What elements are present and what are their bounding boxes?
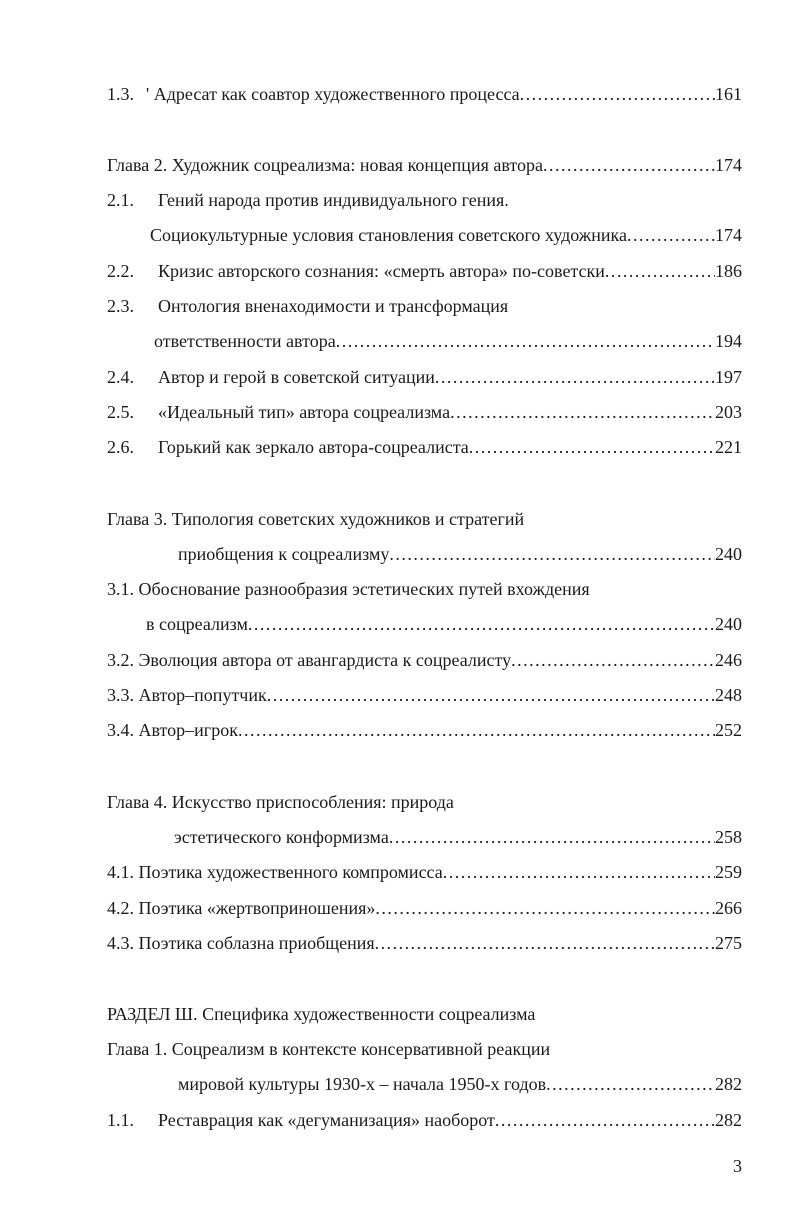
toc-entry-number: 1.1. xyxy=(107,1110,134,1130)
toc-entry-title: Онтология вненаходимости и трансформация xyxy=(158,296,509,316)
toc-entry-leader-row xyxy=(158,1109,742,1131)
toc-entry-3-4 xyxy=(0,719,794,741)
toc-entry-leader-row xyxy=(146,83,742,105)
toc-entry-2-5 xyxy=(0,401,794,423)
toc-section-title: РАЗДЕЛ Ш. Специфика художественности соцреализма xyxy=(107,1004,536,1024)
toc-entry-title: «Идеальный тип» автора соцреализма xyxy=(158,402,451,422)
toc-entry-4-2 xyxy=(0,897,794,919)
toc-entry-leader-row xyxy=(154,330,742,352)
toc-entry-leader-row xyxy=(158,260,742,282)
dot-leader xyxy=(443,861,715,883)
toc-entry-leader-row xyxy=(174,826,742,848)
toc-entry-page: 282 xyxy=(715,1074,742,1094)
toc-entry-title: Кризис авторского сознания: «смерть автора» по-советски xyxy=(158,261,605,281)
toc-chapter-1-cont xyxy=(0,1073,794,1095)
toc-entry-1-1 xyxy=(0,1109,794,1131)
toc-chapter-3-cont xyxy=(0,543,794,565)
dot-leader xyxy=(375,897,715,919)
toc-entry-leader-row xyxy=(158,366,742,388)
toc-entry-page: 161 xyxy=(715,84,742,104)
toc-entry-page: 266 xyxy=(715,898,742,918)
toc-entry-page: 174 xyxy=(715,155,742,175)
toc-entry-leader-row xyxy=(107,897,742,919)
toc-entry-title: 4.2. Поэтика «жертвоприношения» xyxy=(107,898,376,918)
dot-leader xyxy=(336,330,715,352)
toc-entry-title: ' Адресат как соавтор художественного процесса xyxy=(146,84,520,104)
toc-entry-page: 240 xyxy=(715,614,742,634)
toc-entry-page: 174 xyxy=(715,225,742,245)
toc-entry-page: 203 xyxy=(715,402,742,422)
toc-entry-2-6 xyxy=(0,436,794,458)
dot-leader xyxy=(267,684,715,706)
toc-entry-title: 3.4. Автор–игрок xyxy=(107,720,238,740)
toc-entry-leader-row xyxy=(158,401,742,423)
dot-leader xyxy=(520,83,715,105)
toc-entry-title-cont: эстетического конформизма xyxy=(174,827,389,847)
toc-entry-number: 2.2. xyxy=(107,261,134,281)
dot-leader xyxy=(248,613,715,635)
toc-entry-leader-row xyxy=(158,436,742,458)
toc-chapter-title: Глава 3. Типология советских художников и стратегий xyxy=(107,509,525,529)
toc-entry-number: 2.1. xyxy=(107,190,134,210)
toc-entry-2-1 xyxy=(0,189,794,211)
toc-entry-title-cont: приобщения к соцреализму xyxy=(178,544,390,564)
toc-chapter-2 xyxy=(0,154,794,176)
toc-entry-number: 1.3. xyxy=(107,84,134,104)
toc-entry-leader-row xyxy=(178,1073,742,1095)
toc-section-3 xyxy=(0,1003,794,1025)
dot-leader xyxy=(543,154,715,176)
toc-entry-leader-row xyxy=(107,861,742,883)
toc-chapter-title: Глава 2. Художник соцреализма: новая концепция автора xyxy=(107,155,544,175)
toc-entry-2-2 xyxy=(0,260,794,282)
toc-entry-title: Автор и герой в советской ситуации xyxy=(158,367,435,387)
toc-entry-title-cont: в соцреализм xyxy=(146,614,248,634)
toc-entry-3-1-cont xyxy=(0,613,794,635)
toc-entry-title: 3.3. Автор–попутчик xyxy=(107,685,267,705)
toc-entry-1-3 xyxy=(0,83,794,105)
toc-entry-page: 197 xyxy=(715,367,742,387)
toc-entry-leader-row xyxy=(107,932,742,954)
toc-entry-leader-row xyxy=(178,543,742,565)
toc-entry-title-cont: ответственности автора xyxy=(154,331,336,351)
toc-entry-title: Реставрация как «дегуманизация» наоборот xyxy=(158,1110,495,1130)
dot-leader xyxy=(546,1073,715,1095)
toc-chapter-title: Глава 4. Искусство приспособления: природа xyxy=(107,792,454,812)
toc-chapter-title: Глава 1. Соцреализм в контексте консервативной реакции xyxy=(107,1039,551,1059)
toc-entry-title-cont: мировой культуры 1930-х – начала 1950-х годов xyxy=(178,1074,547,1094)
toc-entry-page: 246 xyxy=(715,650,742,670)
toc-entry-page: 252 xyxy=(715,720,742,740)
toc-entry-page: 282 xyxy=(715,1110,742,1130)
dot-leader xyxy=(605,260,715,282)
toc-entry-title: Гений народа против индивидуального гения. xyxy=(158,190,509,210)
toc-entry-2-3 xyxy=(0,295,794,317)
toc-entry-number: 2.3. xyxy=(107,296,134,316)
toc-entry-title-cont: Социокультурные условия становления советского художника xyxy=(150,225,627,245)
dot-leader xyxy=(389,826,715,848)
dot-leader xyxy=(511,649,715,671)
dot-leader xyxy=(495,1109,715,1131)
toc-entry-page: 186 xyxy=(715,261,742,281)
toc-entry-title: 4.1. Поэтика художественного компромисса xyxy=(107,862,443,882)
page-number: 3 xyxy=(733,1156,742,1176)
toc-entry-page: 248 xyxy=(715,685,742,705)
toc-entry-4-3 xyxy=(0,932,794,954)
toc-entry-page: 221 xyxy=(715,437,742,457)
toc-entry-leader-row xyxy=(146,613,742,635)
toc-chapter-1 xyxy=(0,1038,794,1060)
toc-entry-title: 4.3. Поэтика соблазна приобщения xyxy=(107,933,375,953)
dot-leader xyxy=(450,401,715,423)
toc-entry-page: 194 xyxy=(715,331,742,351)
dot-leader xyxy=(238,719,715,741)
toc-entry-page: 258 xyxy=(715,827,742,847)
dot-leader xyxy=(375,932,715,954)
toc-entry-3-3 xyxy=(0,684,794,706)
dot-leader xyxy=(435,366,715,388)
dot-leader xyxy=(469,436,715,458)
toc-chapter-4-cont xyxy=(0,826,794,848)
dot-leader xyxy=(389,543,715,565)
toc-entry-leader-row xyxy=(107,719,742,741)
toc-entry-number: 2.6. xyxy=(107,437,134,457)
toc-entry-3-1 xyxy=(0,578,794,600)
toc-entry-title: 3.2. Эволюция автора от авангардиста к соцреалисту xyxy=(107,650,512,670)
toc-entry-2-3-cont xyxy=(0,330,794,352)
toc-entry-4-1 xyxy=(0,861,794,883)
toc-entry-title: Горький как зеркало автора-соцреалиста xyxy=(158,437,469,457)
dot-leader xyxy=(627,224,715,246)
toc-entry-leader-row xyxy=(107,649,742,671)
toc-entry-number: 2.4. xyxy=(107,367,134,387)
toc-entry-leader-row xyxy=(107,154,742,176)
toc-entry-leader-row xyxy=(150,224,742,246)
toc-entry-2-1-cont xyxy=(0,224,794,246)
toc-chapter-4 xyxy=(0,791,794,813)
toc-entry-title: 3.1. Обоснование разнообразия эстетических путей вхождения xyxy=(107,579,590,599)
toc-entry-number: 2.5. xyxy=(107,402,134,422)
toc-entry-page: 275 xyxy=(715,933,742,953)
toc-entry-3-2 xyxy=(0,649,794,671)
toc-chapter-3 xyxy=(0,508,794,530)
toc-entry-2-4 xyxy=(0,366,794,388)
toc-entry-leader-row xyxy=(107,684,742,706)
toc-entry-page: 240 xyxy=(715,544,742,564)
toc-entry-page: 259 xyxy=(715,862,742,882)
